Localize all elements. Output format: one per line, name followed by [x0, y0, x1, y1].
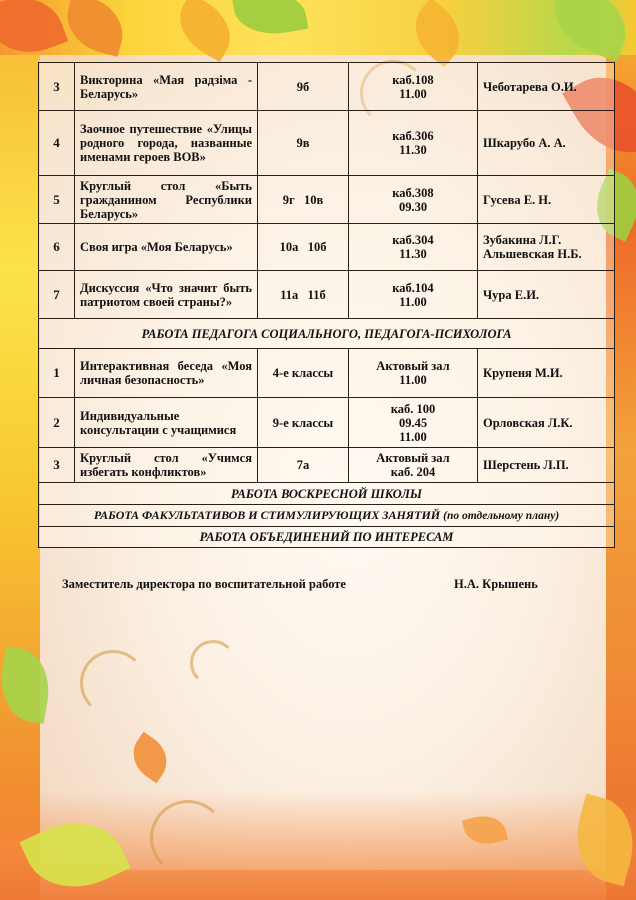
section-electives-note: (по отдельному плану) — [443, 510, 560, 522]
row-number: 5 — [39, 176, 75, 224]
event-responsible: Шкарубо А. А. — [478, 111, 615, 176]
event-classes: 9в — [258, 111, 349, 176]
event-room: каб. 204 — [390, 465, 436, 479]
event-place-time — [349, 271, 478, 319]
events-table — [38, 62, 615, 548]
event-place: каб. 100 — [390, 401, 436, 416]
event-time: 11.00 — [399, 86, 427, 101]
event-title: Круглый стол «Учимся избегать конфликтов» — [75, 448, 258, 483]
section-header-row — [39, 505, 615, 527]
event-place-time — [349, 224, 478, 271]
section-header-row — [39, 319, 615, 349]
event-title: Индивидуальные консультации с учащимися — [75, 398, 258, 448]
event-title: Своя игра «Моя Беларусь» — [75, 224, 258, 271]
responsible-1: Зубакина Л.Г. — [483, 233, 562, 247]
row-number: 3 — [39, 63, 75, 111]
event-title: Заочное путешествие «Улицы родного города, названные именами героев ВОВ» — [75, 111, 258, 176]
event-place-time — [349, 349, 478, 398]
event-place: каб.304 — [392, 233, 434, 247]
event-time: 11.30 — [399, 247, 427, 261]
section-header-row — [39, 527, 615, 548]
section-header-row — [39, 483, 615, 505]
signature-block — [62, 577, 562, 592]
event-time: 11.00 — [399, 373, 427, 387]
event-title: Дискуссия «Что значит быть патриотом своей страны?» — [75, 271, 258, 319]
row-number: 7 — [39, 271, 75, 319]
table-row — [39, 448, 615, 483]
row-number: 3 — [39, 448, 75, 483]
event-responsible: Чеботарева О.И. — [478, 63, 615, 111]
event-classes: 9г 10в — [258, 176, 349, 224]
event-classes: 10а 10б — [258, 224, 349, 271]
event-place-time — [349, 448, 478, 483]
event-responsible — [478, 224, 615, 271]
row-number: 6 — [39, 224, 75, 271]
table-row — [39, 349, 615, 398]
event-classes: 9б — [258, 63, 349, 111]
event-classes: 9-е классы — [258, 398, 349, 448]
event-time: 11.00 — [399, 294, 427, 309]
event-title: Интерактивная беседа «Моя личная безопасность» — [75, 349, 258, 398]
event-time: 09.45 — [398, 415, 428, 430]
table-row — [39, 224, 615, 271]
section-electives-title: РАБОТА ФАКУЛЬТАТИВОВ И СТИМУЛИРУЮЩИХ ЗАНЯТИЙ — [93, 508, 441, 522]
event-place: каб.104 — [392, 280, 434, 295]
section-clubs: РАБОТА ОБЪЕДИНЕНИЙ ПО ИНТЕРЕСАМ — [39, 527, 615, 548]
event-place: Актовый зал — [376, 451, 450, 465]
responsible-2: Альшевская Н.Б. — [483, 247, 582, 261]
event-responsible: Чура Е.И. — [478, 271, 615, 319]
event-classes: 4-е классы — [258, 349, 349, 398]
event-place-time — [349, 398, 478, 448]
event-responsible: Шерстень Л.П. — [478, 448, 615, 483]
event-place: каб.108 — [392, 72, 434, 87]
signature-name: Н.А. Крышень — [454, 577, 538, 591]
section-sunday-school: РАБОТА ВОСКРЕСНОЙ ШКОЛЫ — [39, 483, 615, 505]
event-place-time — [349, 176, 478, 224]
event-responsible: Гусева Е. Н. — [478, 176, 615, 224]
event-place-time — [349, 111, 478, 176]
section-social-pedagogue: РАБОТА ПЕДАГОГА СОЦИАЛЬНОГО, ПЕДАГОГА-ПСИХОЛОГА — [39, 319, 615, 349]
event-classes: 11а 11б — [258, 271, 349, 319]
table-row — [39, 398, 615, 448]
row-number: 2 — [39, 398, 75, 448]
table-row — [39, 271, 615, 319]
table-row — [39, 111, 615, 176]
event-place: каб.308 — [392, 185, 434, 200]
event-classes: 7а — [258, 448, 349, 483]
table-row — [39, 63, 615, 111]
event-title: Викторина «Мая радзіма - Беларусь» — [75, 63, 258, 111]
section-electives — [39, 505, 615, 527]
event-place: каб.306 — [392, 129, 434, 143]
event-place: Актовый зал — [376, 359, 450, 373]
event-title: Круглый стол «Быть гражданином Республики Беларусь» — [75, 176, 258, 224]
table-row — [39, 176, 615, 224]
event-time: 11.30 — [399, 143, 427, 157]
event-time: 09.30 — [398, 199, 428, 214]
row-number: 4 — [39, 111, 75, 176]
event-place-time — [349, 63, 478, 111]
event-responsible: Крупеня М.И. — [478, 349, 615, 398]
signature-position: Заместитель директора по воспитательной работе — [62, 577, 346, 591]
event-time-2: 11.00 — [399, 429, 427, 444]
row-number: 1 — [39, 349, 75, 398]
event-responsible: Орловская Л.К. — [478, 398, 615, 448]
